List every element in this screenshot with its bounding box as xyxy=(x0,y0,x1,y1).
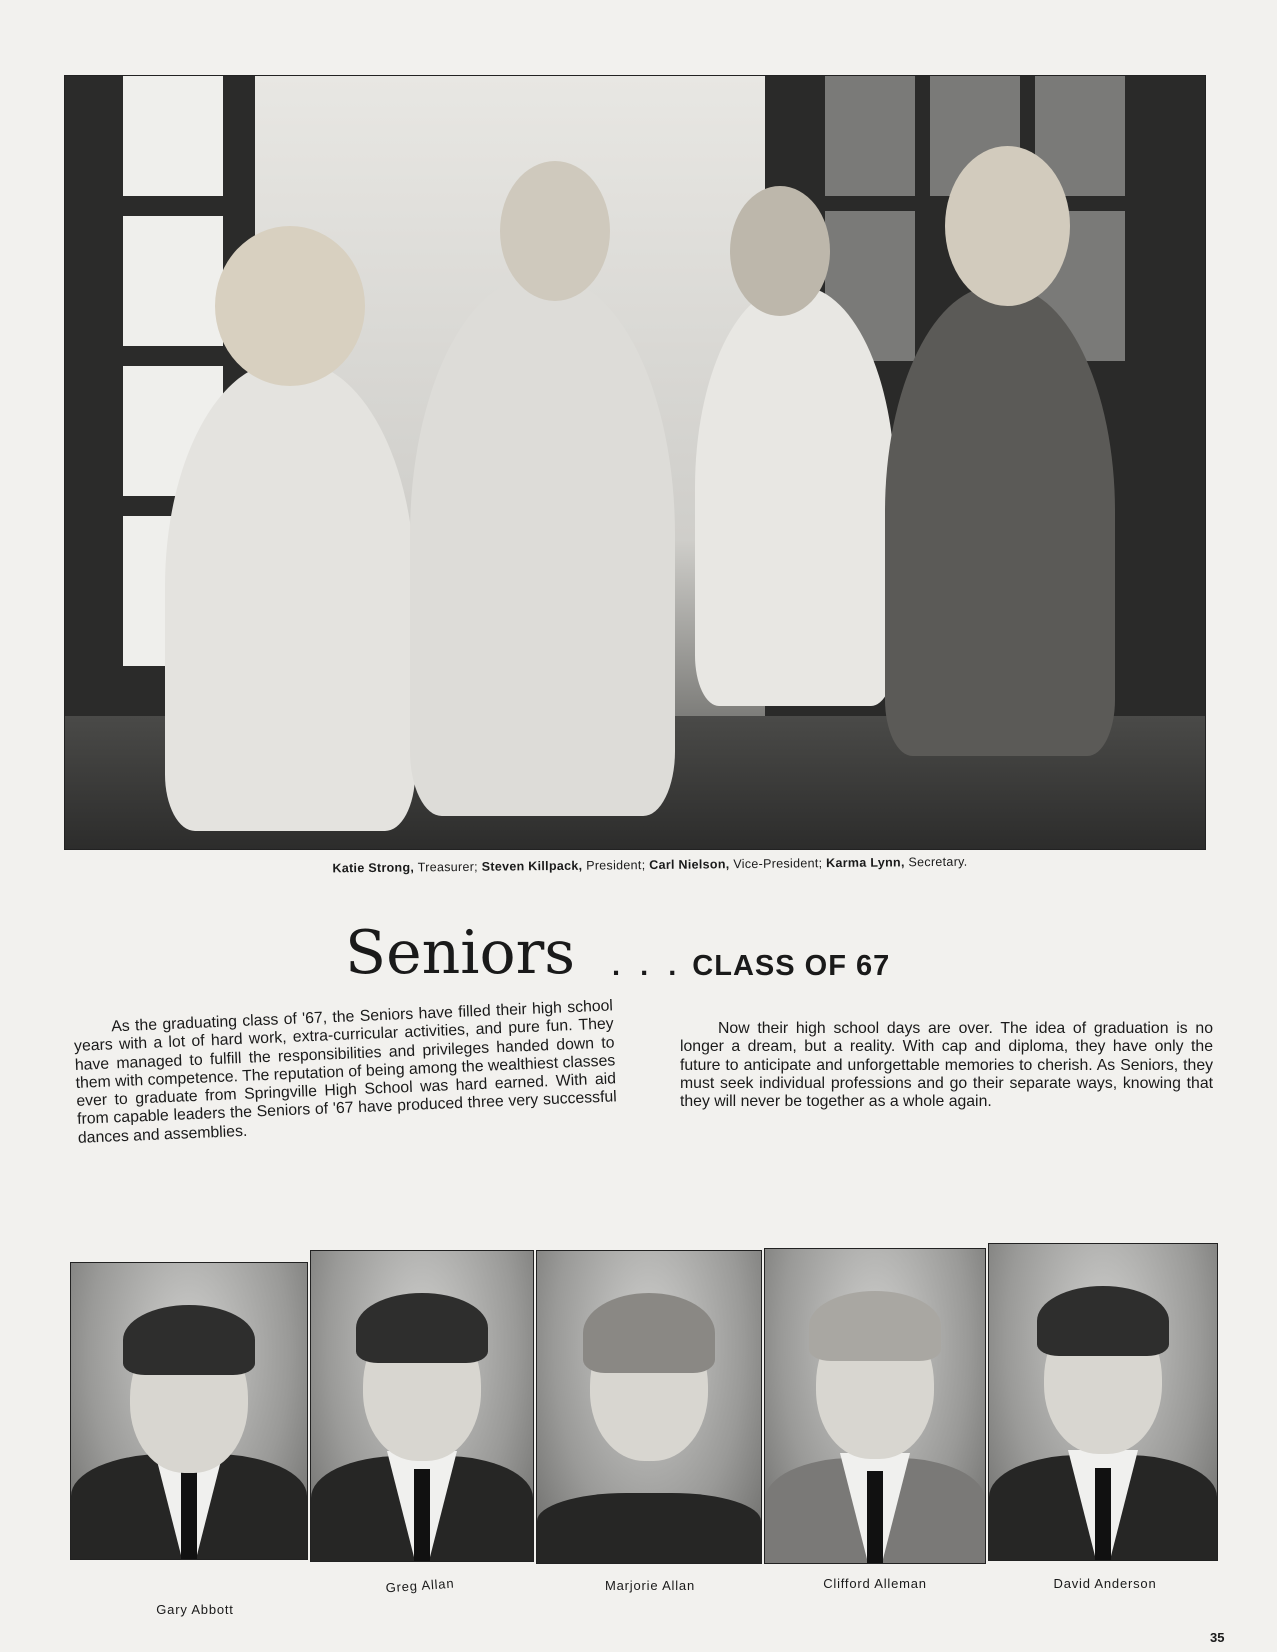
officer-figure-3 xyxy=(695,286,895,706)
portrait-name-1: Gary Abbott xyxy=(156,1602,234,1617)
page-subtitle xyxy=(612,950,890,983)
portrait-name-2: Greg Allan xyxy=(385,1575,455,1596)
officers-caption: Katie Strong, Treasurer; Steven Killpack, President; Carl Nielson, Vice-President; Karma Lynn, Secretary. xyxy=(332,854,968,876)
officer-figure-1 xyxy=(165,361,415,831)
portrait-2 xyxy=(310,1250,534,1562)
portrait-5 xyxy=(988,1243,1218,1561)
officer-figure-4 xyxy=(885,286,1115,756)
body-paragraph-right xyxy=(680,1020,1213,1111)
portrait-4 xyxy=(764,1248,986,1564)
body-text-right: Now their high school days are over. The idea of graduation is no longer a dream, but a reality. With cap and diploma, they have only the future to anticipate and unforgettable memories to cherish. As Seniors, they must seek individual professions and go their separate ways, knowing that they will never be together as a whole again. xyxy=(680,1020,1213,1111)
portrait-3 xyxy=(536,1250,762,1564)
officer-head-4 xyxy=(945,146,1070,306)
officer-head-1 xyxy=(215,226,365,386)
officer-head-2 xyxy=(500,161,610,301)
officer-figure-2 xyxy=(410,276,675,816)
officer-head-3 xyxy=(730,186,830,316)
officers-group-photo xyxy=(64,75,1206,850)
page-number: 35 xyxy=(1210,1630,1225,1645)
portrait-name-3: Marjorie Allan xyxy=(605,1578,695,1593)
portrait-name-4: Clifford Alleman xyxy=(823,1576,927,1591)
portrait-name-5: David Anderson xyxy=(1053,1576,1157,1591)
title-dots: . . . xyxy=(612,950,683,982)
body-paragraph-left xyxy=(73,997,618,1148)
body-text-left: As the graduating class of '67, the Seniors have filled their high school years with a lot of hard work, extra-curricular activities, and pure fun. They have managed to fulfill the responsibilities and privileges handed down to them with competence. The reputation of being among the wealthiest classes ever to graduate from Springville High School was hard earned. With aid from capable leaders the Seniors of '67 have produced three very successful dances and assemblies. xyxy=(73,997,618,1147)
page-title: Seniors xyxy=(345,918,576,988)
subtitle-text: CLASS OF 67 xyxy=(692,950,891,982)
portrait-1 xyxy=(70,1262,308,1560)
